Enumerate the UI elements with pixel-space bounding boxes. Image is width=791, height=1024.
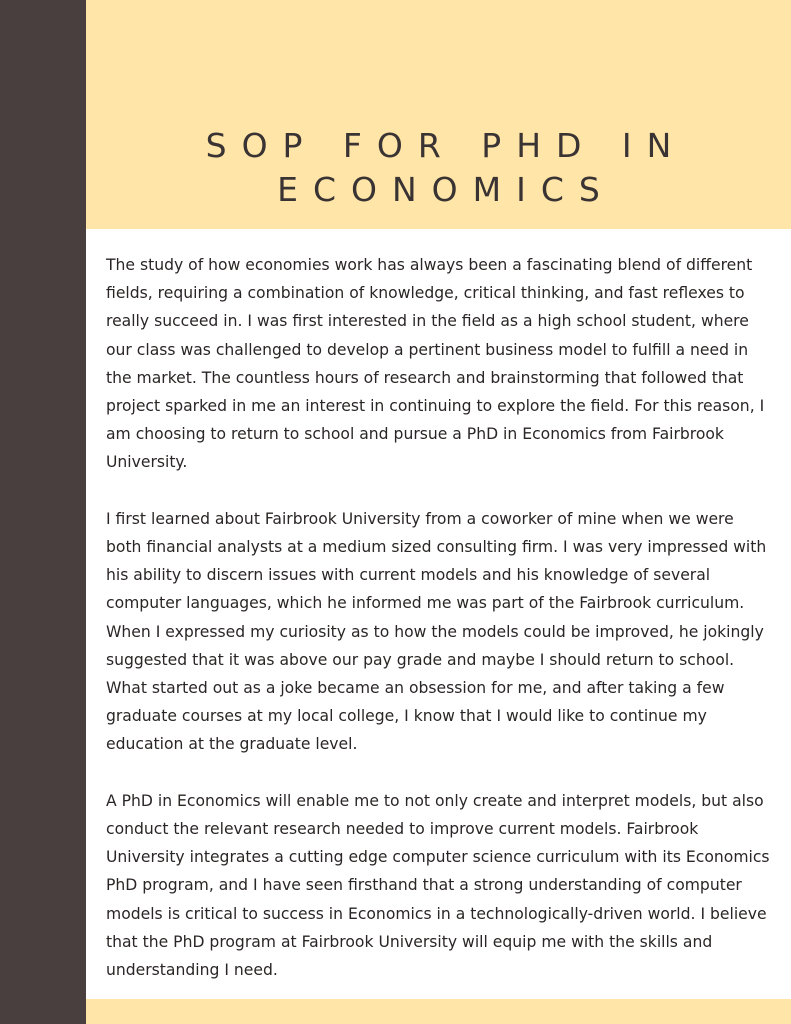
left-sidebar-bar xyxy=(0,0,86,1024)
paragraph-2: I first learned about Fairbrook University from a coworker of mine when we were both financial analysts at a medium sized consulting firm. I was very impressed with his ability to discern issues with current models and his knowledge of several computer languages, which he informed me was part of the Fairbrook curriculum. When I expressed my curiosity as to how the models could be improved, he jokingly suggested that it was above our pay grade and maybe I should return to school. What started out as a joke became an obsession for me, and after taking a few graduate courses at my local college, I know that I would like to continue my education at the graduate level. xyxy=(106,509,767,754)
paragraph-3: A PhD in Economics will enable me to not only create and interpret models, but also conduct the relevant research needed to improve current models. Fairbrook University integrates a cutting edge computer science curriculum with its Economics PhD program, and I have seen firsthand that a strong understanding of computer models is critical to success in Economics in a technologically-driven world. I believe that the PhD program at Fairbrook University will equip me with the skills and understanding I need. xyxy=(106,791,770,980)
title-line-1: SOP FOR PHD IN xyxy=(205,126,687,165)
paragraph-1: The study of how economies work has always been a fascinating blend of different fields, requiring a combination of knowledge, critical thinking, and fast reflexes to really succeed in. I was first interested in the field as a high school student, where our class was challenged to develop a pertinent business model to fulfill a need in the market. The countless hours of research and brainstorming that followed that project sparked in me an interest in continuing to explore the field. For this reason, I am choosing to return to school and pursue a PhD in Economics from Fairbrook University. xyxy=(106,256,765,472)
page-title xyxy=(86,124,791,212)
body-text xyxy=(106,251,774,1012)
footer-band xyxy=(86,999,791,1024)
title-line-2: ECONOMICS xyxy=(277,170,615,209)
